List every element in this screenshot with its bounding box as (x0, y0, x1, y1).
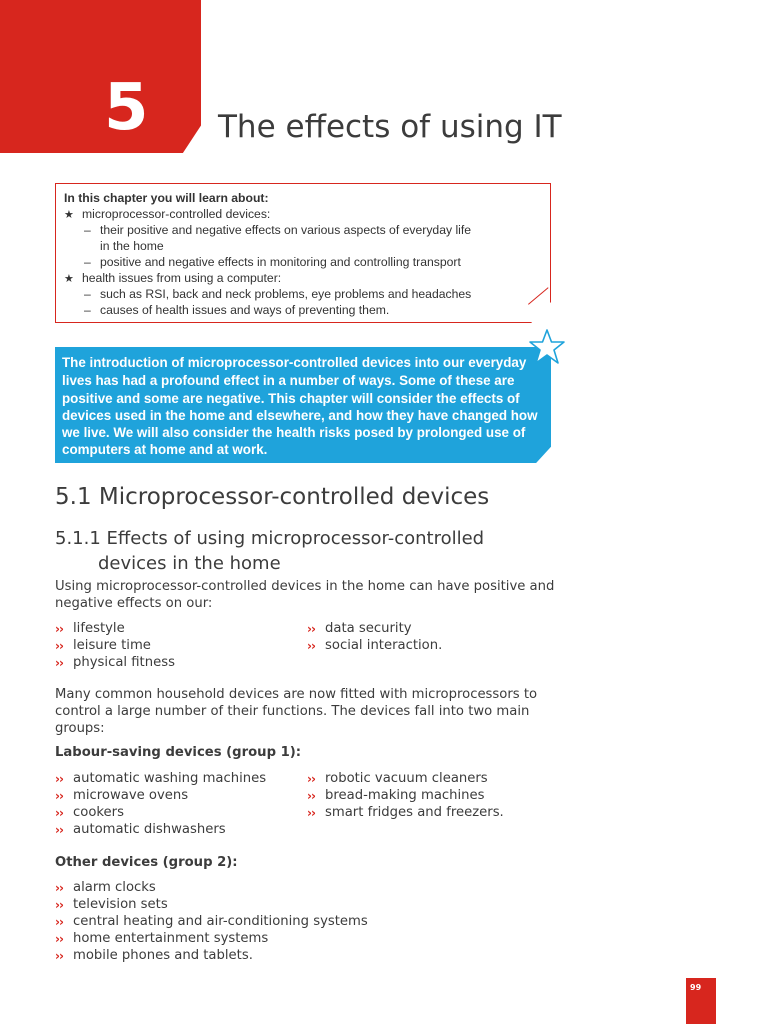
objective-subitem-continued: in the home (100, 239, 164, 253)
group1-heading: Labour-saving devices (group 1): (55, 745, 302, 760)
chevron-bullet-icon: ›› (55, 898, 63, 912)
list-item: automatic washing machines (73, 771, 267, 786)
chevron-bullet-icon: ›› (55, 823, 63, 837)
body-text: negative effects on our: (55, 596, 213, 611)
intro-line: devices used in the home and elsewhere, and how they have changed how (62, 408, 538, 423)
intro-line: we live. We will also consider the health risks posed by prolonged use of (62, 425, 526, 440)
chevron-bullet-icon: ›› (55, 806, 63, 820)
page-number: 99 (690, 983, 702, 992)
chevron-bullet-icon: ›› (55, 639, 63, 653)
star-icon (528, 328, 566, 366)
list-item: home entertainment systems (73, 931, 269, 946)
section-heading: 5.1 Microprocessor-controlled devices (55, 484, 490, 510)
list-item: smart fridges and freezers. (325, 805, 504, 820)
list-item: robotic vacuum cleaners (325, 771, 488, 786)
objective-subitem: such as RSI, back and neck problems, eye problems and headaches (100, 287, 472, 301)
intro-line: The introduction of microprocessor-controlled devices into our everyday (62, 355, 527, 370)
subsection-heading-continued: devices in the home (98, 553, 281, 574)
body-text: Many common household devices are now fitted with microprocessors to (55, 687, 538, 702)
objective-subitem: their positive and negative effects on various aspects of everyday life (100, 223, 472, 237)
chapter-title: The effects of using IT (218, 109, 562, 145)
list-item: physical fitness (73, 655, 175, 670)
dash-bullet-icon: – (84, 287, 91, 301)
dash-bullet-icon: – (84, 255, 91, 269)
list-item: alarm clocks (73, 880, 156, 895)
chevron-bullet-icon: ›› (55, 622, 63, 636)
objective-item: microprocessor-controlled devices: (82, 207, 271, 221)
list-item: leisure time (73, 638, 151, 653)
list-item: automatic dishwashers (73, 822, 226, 837)
objective-subitem: positive and negative effects in monitoring and controlling transport (100, 255, 461, 269)
chevron-bullet-icon: ›› (307, 806, 315, 820)
chevron-bullet-icon: ›› (55, 789, 63, 803)
list-item: mobile phones and tablets. (73, 948, 253, 963)
intro-line: computers at home and at work. (62, 442, 268, 457)
list-item: bread-making machines (325, 788, 485, 803)
dash-bullet-icon: – (84, 223, 91, 237)
body-text: control a large number of their functions. The devices fall into two main (55, 704, 530, 719)
body-text: Using microprocessor-controlled devices in the home can have positive and (55, 579, 555, 594)
chevron-bullet-icon: ›› (55, 881, 63, 895)
chevron-bullet-icon: ›› (55, 949, 63, 963)
list-item: central heating and air-conditioning systems (73, 914, 368, 929)
subsection-heading: 5.1.1 Effects of using microprocessor-controlled (55, 528, 485, 549)
body-text: groups: (55, 721, 105, 736)
list-item: social interaction. (325, 638, 443, 653)
objective-item: health issues from using a computer: (82, 271, 282, 285)
chapter-tab (0, 0, 201, 153)
chapter-number: 5 (104, 71, 149, 145)
chevron-bullet-icon: ›› (307, 622, 315, 636)
intro-line: positive and some are negative. This chapter will consider the effects of (62, 391, 520, 406)
objective-subitem: causes of health issues and ways of preventing them. (100, 303, 390, 317)
chevron-bullet-icon: ›› (307, 639, 315, 653)
chevron-bullet-icon: ›› (307, 772, 315, 786)
chevron-bullet-icon: ›› (55, 915, 63, 929)
intro-line: lives has had a profound effect in a number of ways. Some of these are (62, 373, 515, 388)
objectives-heading: In this chapter you will learn about: (64, 191, 269, 205)
star-bullet-icon: ★ (64, 208, 74, 221)
list-item: television sets (73, 897, 168, 912)
chevron-bullet-icon: ›› (55, 772, 63, 786)
list-item: microwave ovens (73, 788, 189, 803)
chevron-bullet-icon: ›› (55, 932, 63, 946)
group2-heading: Other devices (group 2): (55, 855, 238, 870)
chevron-bullet-icon: ›› (307, 789, 315, 803)
list-item: cookers (73, 805, 124, 820)
star-bullet-icon: ★ (64, 272, 74, 285)
list-item: lifestyle (73, 621, 125, 636)
chevron-bullet-icon: ›› (55, 656, 63, 670)
list-item: data security (325, 621, 412, 636)
dash-bullet-icon: – (84, 303, 91, 317)
